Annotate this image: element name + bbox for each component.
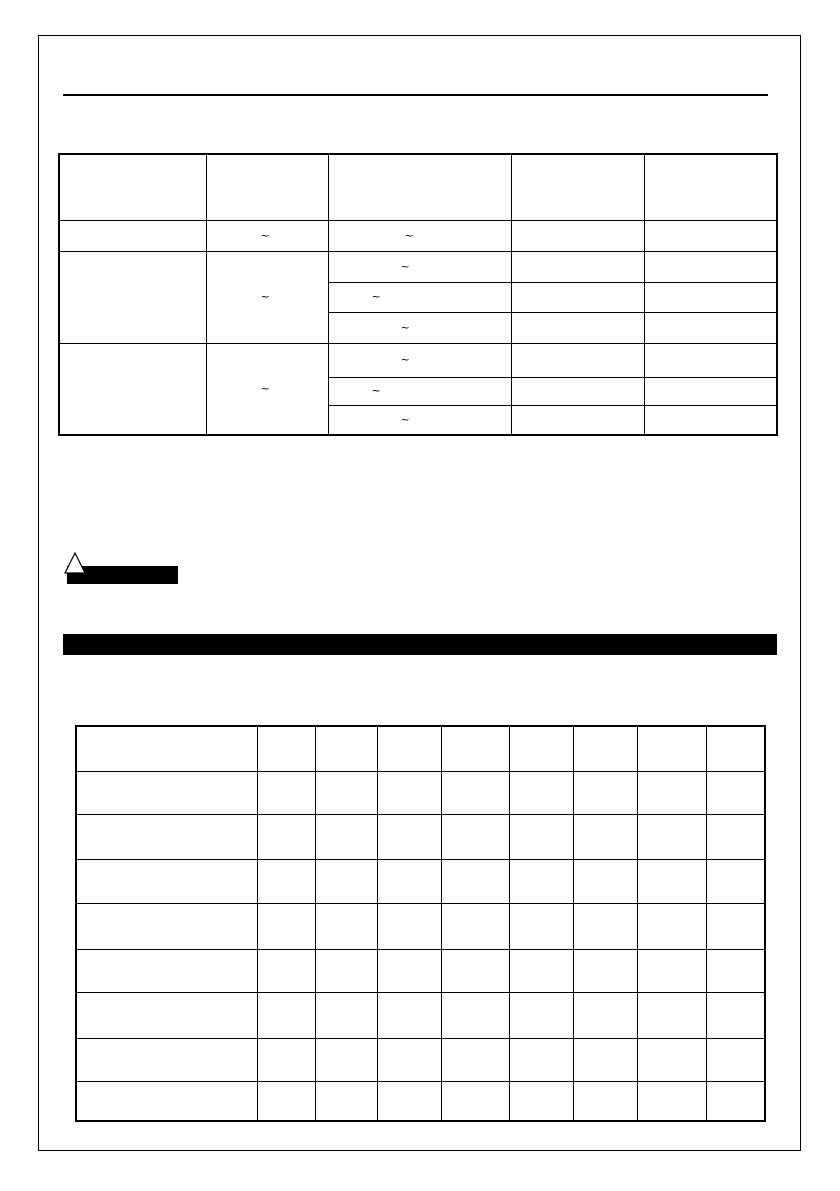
table-cell [706, 1081, 765, 1121]
table-row [76, 1081, 765, 1121]
header-cell [511, 154, 644, 220]
spec-table [58, 153, 778, 436]
table-cell [511, 220, 644, 251]
table-cell [328, 312, 511, 343]
table-cell [441, 1081, 509, 1121]
table-row [76, 1038, 765, 1081]
table-cell [315, 859, 377, 903]
table-cell [637, 949, 706, 992]
table-cell [76, 771, 257, 814]
table-cell [706, 859, 765, 903]
table-cell [315, 903, 377, 949]
table-cell [509, 859, 573, 903]
table-cell [706, 814, 765, 859]
table-cell [637, 859, 706, 903]
table-cell [706, 949, 765, 992]
table-cell [706, 1038, 765, 1081]
table-cell [573, 1081, 637, 1121]
range-tilde: ~ [400, 412, 410, 426]
table-cell [257, 949, 315, 992]
table-cell [76, 859, 257, 903]
table-header-row [59, 154, 777, 220]
table-cell [257, 859, 315, 903]
table-cell [637, 1081, 706, 1121]
warning-triangle-icon [64, 552, 86, 574]
range-tilde: ~ [400, 352, 410, 366]
table-cell [573, 814, 637, 859]
table-cell [511, 405, 644, 435]
table-row [76, 949, 765, 992]
table-cell [573, 903, 637, 949]
table-cell [511, 343, 644, 377]
table-cell [328, 405, 511, 435]
range-tilde: ~ [371, 289, 381, 303]
table-cell [257, 992, 315, 1038]
range-tilde: ~ [404, 228, 414, 242]
section-heading-bar [63, 634, 777, 655]
table-cell [509, 1038, 573, 1081]
table-cell [377, 992, 441, 1038]
table-cell [509, 903, 573, 949]
table-cell [59, 220, 206, 251]
table-cell [328, 343, 511, 377]
table-row [76, 903, 765, 949]
table-cell [637, 814, 706, 859]
range-tilde: ~ [400, 259, 410, 273]
table-cell [509, 726, 573, 771]
table-cell [377, 726, 441, 771]
table-row [76, 771, 765, 814]
table-cell [206, 251, 328, 343]
table-cell [637, 726, 706, 771]
table-cell [257, 1038, 315, 1081]
header-cell [59, 154, 206, 220]
table-cell [76, 1038, 257, 1081]
table-cell [377, 1038, 441, 1081]
table-cell [511, 312, 644, 343]
range-tilde: ~ [371, 383, 381, 397]
table-cell [76, 1081, 257, 1121]
table-cell [441, 949, 509, 992]
table-cell [76, 992, 257, 1038]
table-cell [511, 282, 644, 312]
table-cell [377, 771, 441, 814]
table-cell [377, 859, 441, 903]
table-cell [509, 814, 573, 859]
table-cell [377, 949, 441, 992]
table-cell [76, 949, 257, 992]
table-cell [441, 726, 509, 771]
table-cell [509, 771, 573, 814]
table-row [76, 859, 765, 903]
table-cell [644, 220, 777, 251]
table-cell [573, 726, 637, 771]
table-cell [257, 814, 315, 859]
table-row [76, 992, 765, 1038]
table-cell [511, 251, 644, 282]
table-cell [644, 405, 777, 435]
table-cell [573, 1038, 637, 1081]
data-grid-table [75, 725, 766, 1122]
table-cell [706, 992, 765, 1038]
table-row [59, 220, 777, 251]
table-cell [706, 903, 765, 949]
table-cell [511, 377, 644, 405]
header-cell [328, 154, 511, 220]
header-cell [644, 154, 777, 220]
table-row [59, 251, 777, 282]
table-cell [257, 903, 315, 949]
header-cell [206, 154, 328, 220]
table-cell [206, 220, 328, 251]
table-cell [441, 903, 509, 949]
table-cell [637, 1038, 706, 1081]
header-rule [63, 94, 768, 96]
table-cell [315, 814, 377, 859]
table-cell [328, 377, 511, 405]
table-cell [637, 992, 706, 1038]
table-cell [644, 251, 777, 282]
table-cell [441, 1038, 509, 1081]
table-cell [328, 251, 511, 282]
range-tilde: ~ [400, 320, 410, 334]
table-cell [644, 282, 777, 312]
table-cell [706, 726, 765, 771]
table-cell [573, 771, 637, 814]
table-cell [377, 903, 441, 949]
table-cell [509, 1081, 573, 1121]
table-cell [644, 312, 777, 343]
table-cell [644, 377, 777, 405]
table-cell [257, 726, 315, 771]
table-cell [257, 1081, 315, 1121]
table-cell [257, 771, 315, 814]
table-cell [573, 992, 637, 1038]
table-cell [76, 726, 257, 771]
table-cell [441, 814, 509, 859]
table-cell [706, 771, 765, 814]
table-cell [206, 343, 328, 435]
table-cell [59, 343, 206, 435]
table-cell [315, 1081, 377, 1121]
table-cell [377, 814, 441, 859]
range-tilde: ~ [260, 289, 270, 303]
table-cell [441, 859, 509, 903]
table-cell [328, 282, 511, 312]
table-cell [328, 220, 511, 251]
table-cell [573, 859, 637, 903]
table-cell [315, 1038, 377, 1081]
table-cell [509, 949, 573, 992]
table-row [59, 343, 777, 377]
table-cell [315, 726, 377, 771]
table-cell [76, 903, 257, 949]
table-cell [441, 992, 509, 1038]
table-cell [637, 771, 706, 814]
table-cell [637, 903, 706, 949]
range-tilde: ~ [260, 381, 270, 395]
table-cell [573, 949, 637, 992]
table-cell [644, 343, 777, 377]
table-cell [315, 771, 377, 814]
table-cell [315, 949, 377, 992]
table-cell [441, 771, 509, 814]
table-cell [59, 251, 206, 343]
table-row [76, 814, 765, 859]
table-cell [509, 992, 573, 1038]
table-cell [315, 992, 377, 1038]
table-header-row [76, 726, 765, 771]
table-cell [377, 1081, 441, 1121]
range-tilde: ~ [260, 228, 270, 242]
table-cell [76, 814, 257, 859]
